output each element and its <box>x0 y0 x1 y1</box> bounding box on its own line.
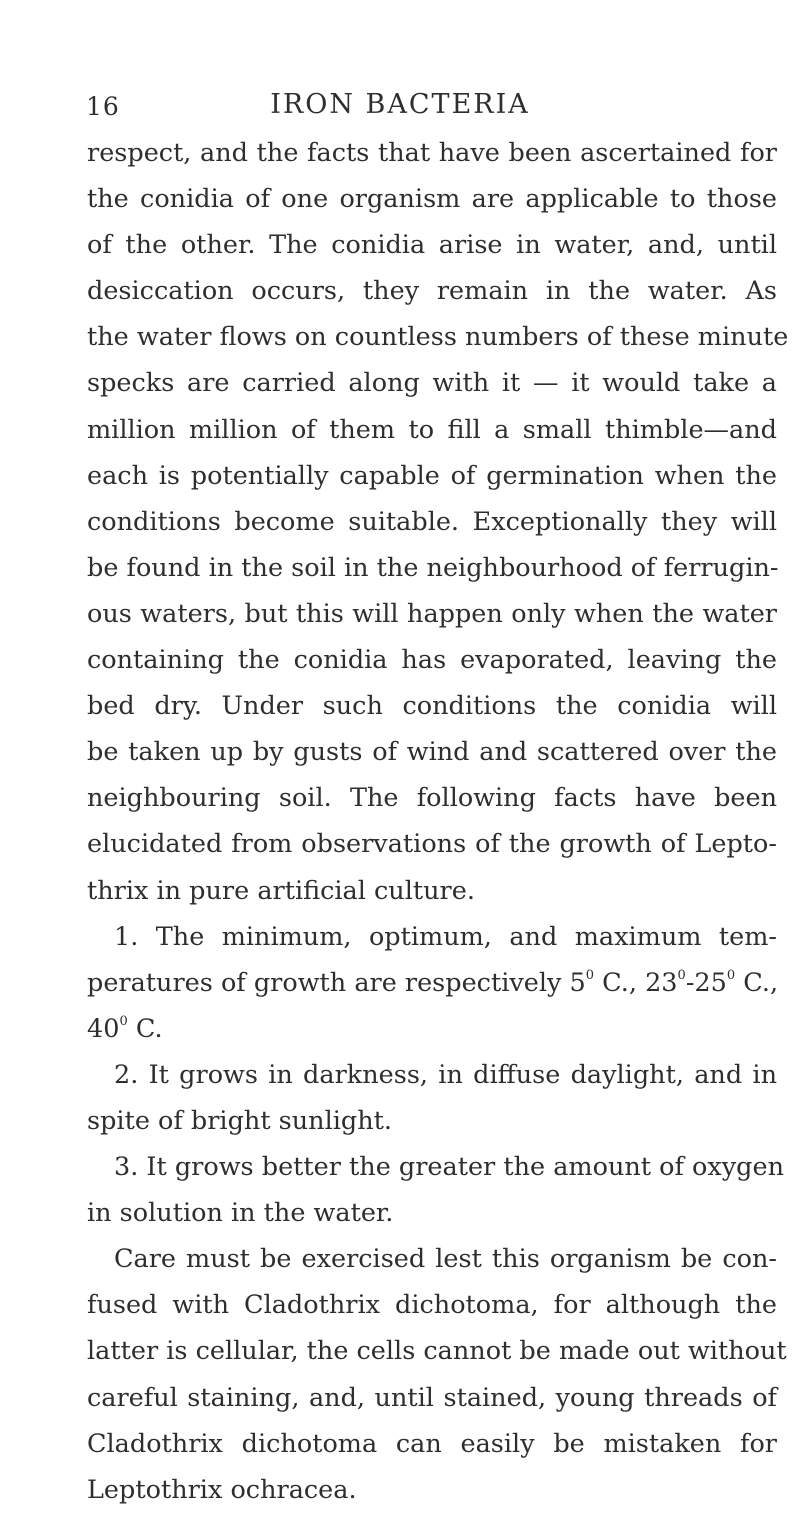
degree-sign: 0 <box>677 967 686 983</box>
list-item-2-line-2: spite of bright sunlight. <box>87 1105 393 1136</box>
text-line: elucidated from observations of the growth of Lepto- <box>87 829 777 860</box>
text-line: ous waters, but this will happen only when the water <box>87 598 777 629</box>
text-line: fused with Cladothrix dichotoma, for although the <box>87 1290 777 1321</box>
text-fragment: -25 <box>685 967 727 998</box>
text-line: conditions become suitable. Exceptionally they will <box>87 506 777 537</box>
page-header <box>0 0 800 121</box>
text-line: each is potentially capable of germination when the <box>87 460 777 491</box>
list-item-1-line-2 <box>87 960 777 1006</box>
text-line: the water flows on countless numbers of these minute <box>87 322 789 353</box>
text-line: bed dry. Under such conditions the conidia will <box>87 691 777 722</box>
degree-sign: 0 <box>119 1013 128 1029</box>
list-item-2-line-1: 2. It grows in darkness, in diffuse daylight, and in <box>114 1059 777 1090</box>
text-line: containing the conidia has evaporated, leaving the <box>87 645 777 676</box>
text-fragment: peratures of growth are respectively 5 <box>87 967 586 998</box>
text-line: desiccation occurs, they remain in the water. As <box>87 276 777 307</box>
text-line: million million of them to fill a small thimble—and <box>87 414 777 445</box>
text-line: Cladothrix dichotoma can easily be mistaken for <box>87 1428 777 1459</box>
running-title: IRON BACTERIA <box>270 89 530 120</box>
degree-sign: 0 <box>585 967 595 983</box>
text-fragment: C. <box>127 1013 163 1044</box>
list-item-1-line-3 <box>87 1006 777 1052</box>
page-number: 16 <box>86 92 120 121</box>
text-line: specks are carried along with it — it would take a <box>87 368 777 399</box>
text-fragment: C., 23 <box>594 967 678 998</box>
body-text <box>87 130 789 1513</box>
text-line: Care must be exercised lest this organism be con- <box>114 1244 777 1275</box>
list-item-3-line-2: in solution in the water. <box>87 1198 394 1229</box>
list-item-3-line-1: 3. It grows better the greater the amount of oxygen <box>114 1152 785 1183</box>
text-line: be found in the soil in the neighbourhood of ferrugin- <box>87 552 779 583</box>
text-line: be taken up by gusts of wind and scattered over the <box>87 737 777 768</box>
list-item-1-line-1: 1. The minimum, optimum, and maximum tem- <box>114 921 777 952</box>
text-line: neighbouring soil. The following facts have been <box>87 783 777 814</box>
text-line: latter is cellular, the cells cannot be made out without <box>87 1336 787 1367</box>
text-line: the conidia of one organism are applicable to those <box>87 184 777 215</box>
text-line: careful staining, and, until stained, young threads of <box>87 1382 777 1413</box>
text-fragment: 40 <box>87 1013 120 1044</box>
text-line: of the other. The conidia arise in water, and, until <box>87 230 777 261</box>
text-line: thrix in pure artificial culture. <box>87 875 475 906</box>
text-line: Leptothrix ochracea. <box>87 1474 357 1505</box>
degree-sign: 0 <box>726 967 736 983</box>
text-fragment: C., <box>735 967 779 998</box>
text-line: respect, and the facts that have been ascertained for <box>87 138 777 168</box>
